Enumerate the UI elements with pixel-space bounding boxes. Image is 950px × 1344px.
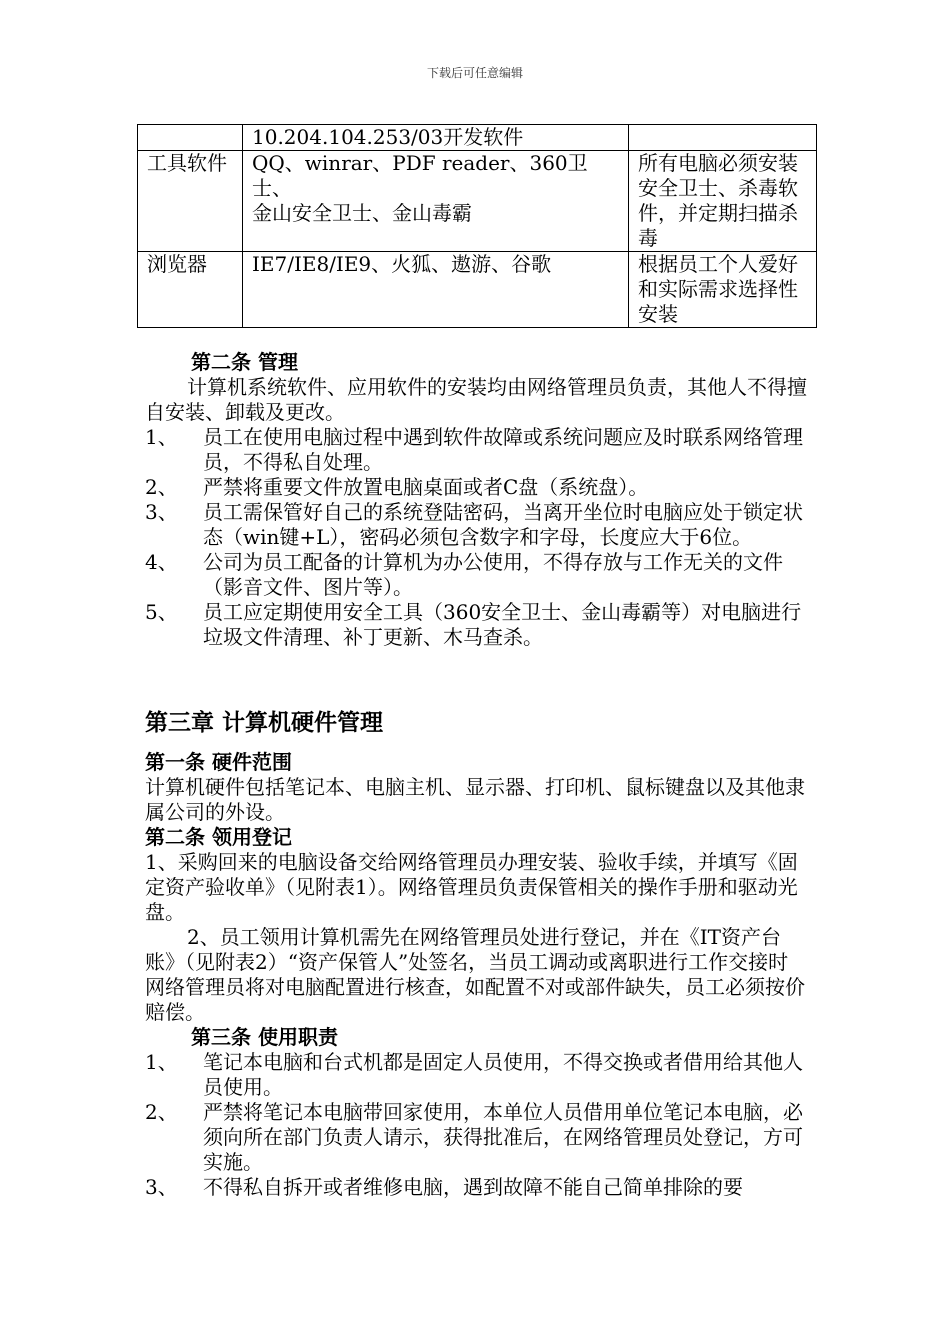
list-item-text: 严禁将重要文件放置电脑桌面或者C盘（系统盘）。 [203,475,649,499]
table-cell-category: 浏览器 [138,252,243,328]
page-header: 下载后可任意编辑 [426,66,523,80]
list-item-number: 5、 [145,600,178,624]
list-item [145,475,807,500]
table-cell-items: QQ、winrar、PDF reader、360卫士、 金山安全卫士、金山毒霸 [243,151,629,252]
list-item-number: 3、 [145,1175,178,1199]
list-item-number: 4、 [145,550,178,574]
section-intro: 计算机系统软件、应用软件的安装均由网络管理员负责，其他人不得擅自安装、卸载及更改。 [145,375,807,424]
article-paragraph: 2、员工领用计算机需先在网络管理员处进行登记，并在《IT资产台账》（见附表2）“资产保管人”处签名，当员工调动或离职进行工作交接时网络管理员将对电脑配置进行核查，如配置不对或部件缺失，员工必须按价赔偿。 [145,925,805,1024]
article-heading: 第二条 领用登记 [145,825,292,849]
list-item [145,550,807,600]
list-item-text: 员工需保管好自己的系统登陆密码，当离开坐位时电脑应处于锁定状态（win键+L），密码必须包含数字和字母，长度应大于6位。 [203,500,803,549]
list-item [145,1100,807,1175]
chapter-title: 第三章 计算机硬件管理 [145,710,384,736]
list-item-text: 公司为员工配备的计算机为办公使用，不得存放与工作无关的文件（影音文件、图片等）。 [203,550,783,599]
list-item [145,500,807,550]
chapter-3 [145,708,807,1200]
table-cell-items: IE7/IE8/IE9、火狐、遨游、谷歌 [243,252,629,328]
article-text: 计算机硬件包括笔记本、电脑主机、显示器、打印机、鼠标键盘以及其他隶属公司的外设。 [145,775,805,824]
list-item-text: 不得私自拆开或者维修电脑，遇到故障不能自己简单排除的要 [203,1175,743,1199]
table-cell-category: 工具软件 [138,151,243,252]
list-item [145,425,807,475]
article-heading: 第三条 使用职责 [191,1025,338,1049]
table-row [138,252,817,328]
article-heading: 第一条 硬件范围 [145,750,292,774]
section-management [145,350,807,650]
list-item-text: 员工应定期使用安全工具（360安全卫士、金山毒霸等）对电脑进行垃圾文件清理、补丁更新、木马查杀。 [203,600,802,649]
list-item-text: 员工在使用电脑过程中遇到软件故障或系统问题应及时联系网络管理员，不得私自处理。 [203,425,803,474]
table-cell-note [629,125,817,151]
table-row [138,125,817,151]
list-item-number: 2、 [145,475,178,499]
article-paragraph: 1、采购回来的电脑设备交给网络管理员办理安装、验收手续，并填写《固定资产验收单》（见附表1）。网络管理员负责保管相关的操作手册和驱动光盘。 [145,850,798,924]
section-heading: 第二条 管理 [191,350,298,374]
list-item-text: 笔记本电脑和台式机都是固定人员使用，不得交换或者借用给其他人员使用。 [203,1050,803,1099]
list-item [145,1175,807,1200]
list-item [145,1050,807,1100]
list-item-text: 严禁将笔记本电脑带回家使用，本单位人员借用单位笔记本电脑，必须向所在部门负责人请示，获得批准后，在网络管理员处登记，方可实施。 [203,1100,803,1174]
list-item-number: 1、 [145,425,178,449]
software-table [137,124,817,328]
list-item-number: 2、 [145,1100,178,1124]
table-cell-category [138,125,243,151]
table-cell-note: 根据员工个人爱好和实际需求选择性安装 [629,252,817,328]
table-row [138,151,817,252]
list-item-number: 1、 [145,1050,178,1074]
list-item-number: 3、 [145,500,178,524]
list-item [145,600,807,650]
table-cell-items: 10.204.104.253/03开发软件 [243,125,629,151]
table-cell-note: 所有电脑必须安装安全卫士、杀毒软件，并定期扫描杀毒 [629,151,817,252]
